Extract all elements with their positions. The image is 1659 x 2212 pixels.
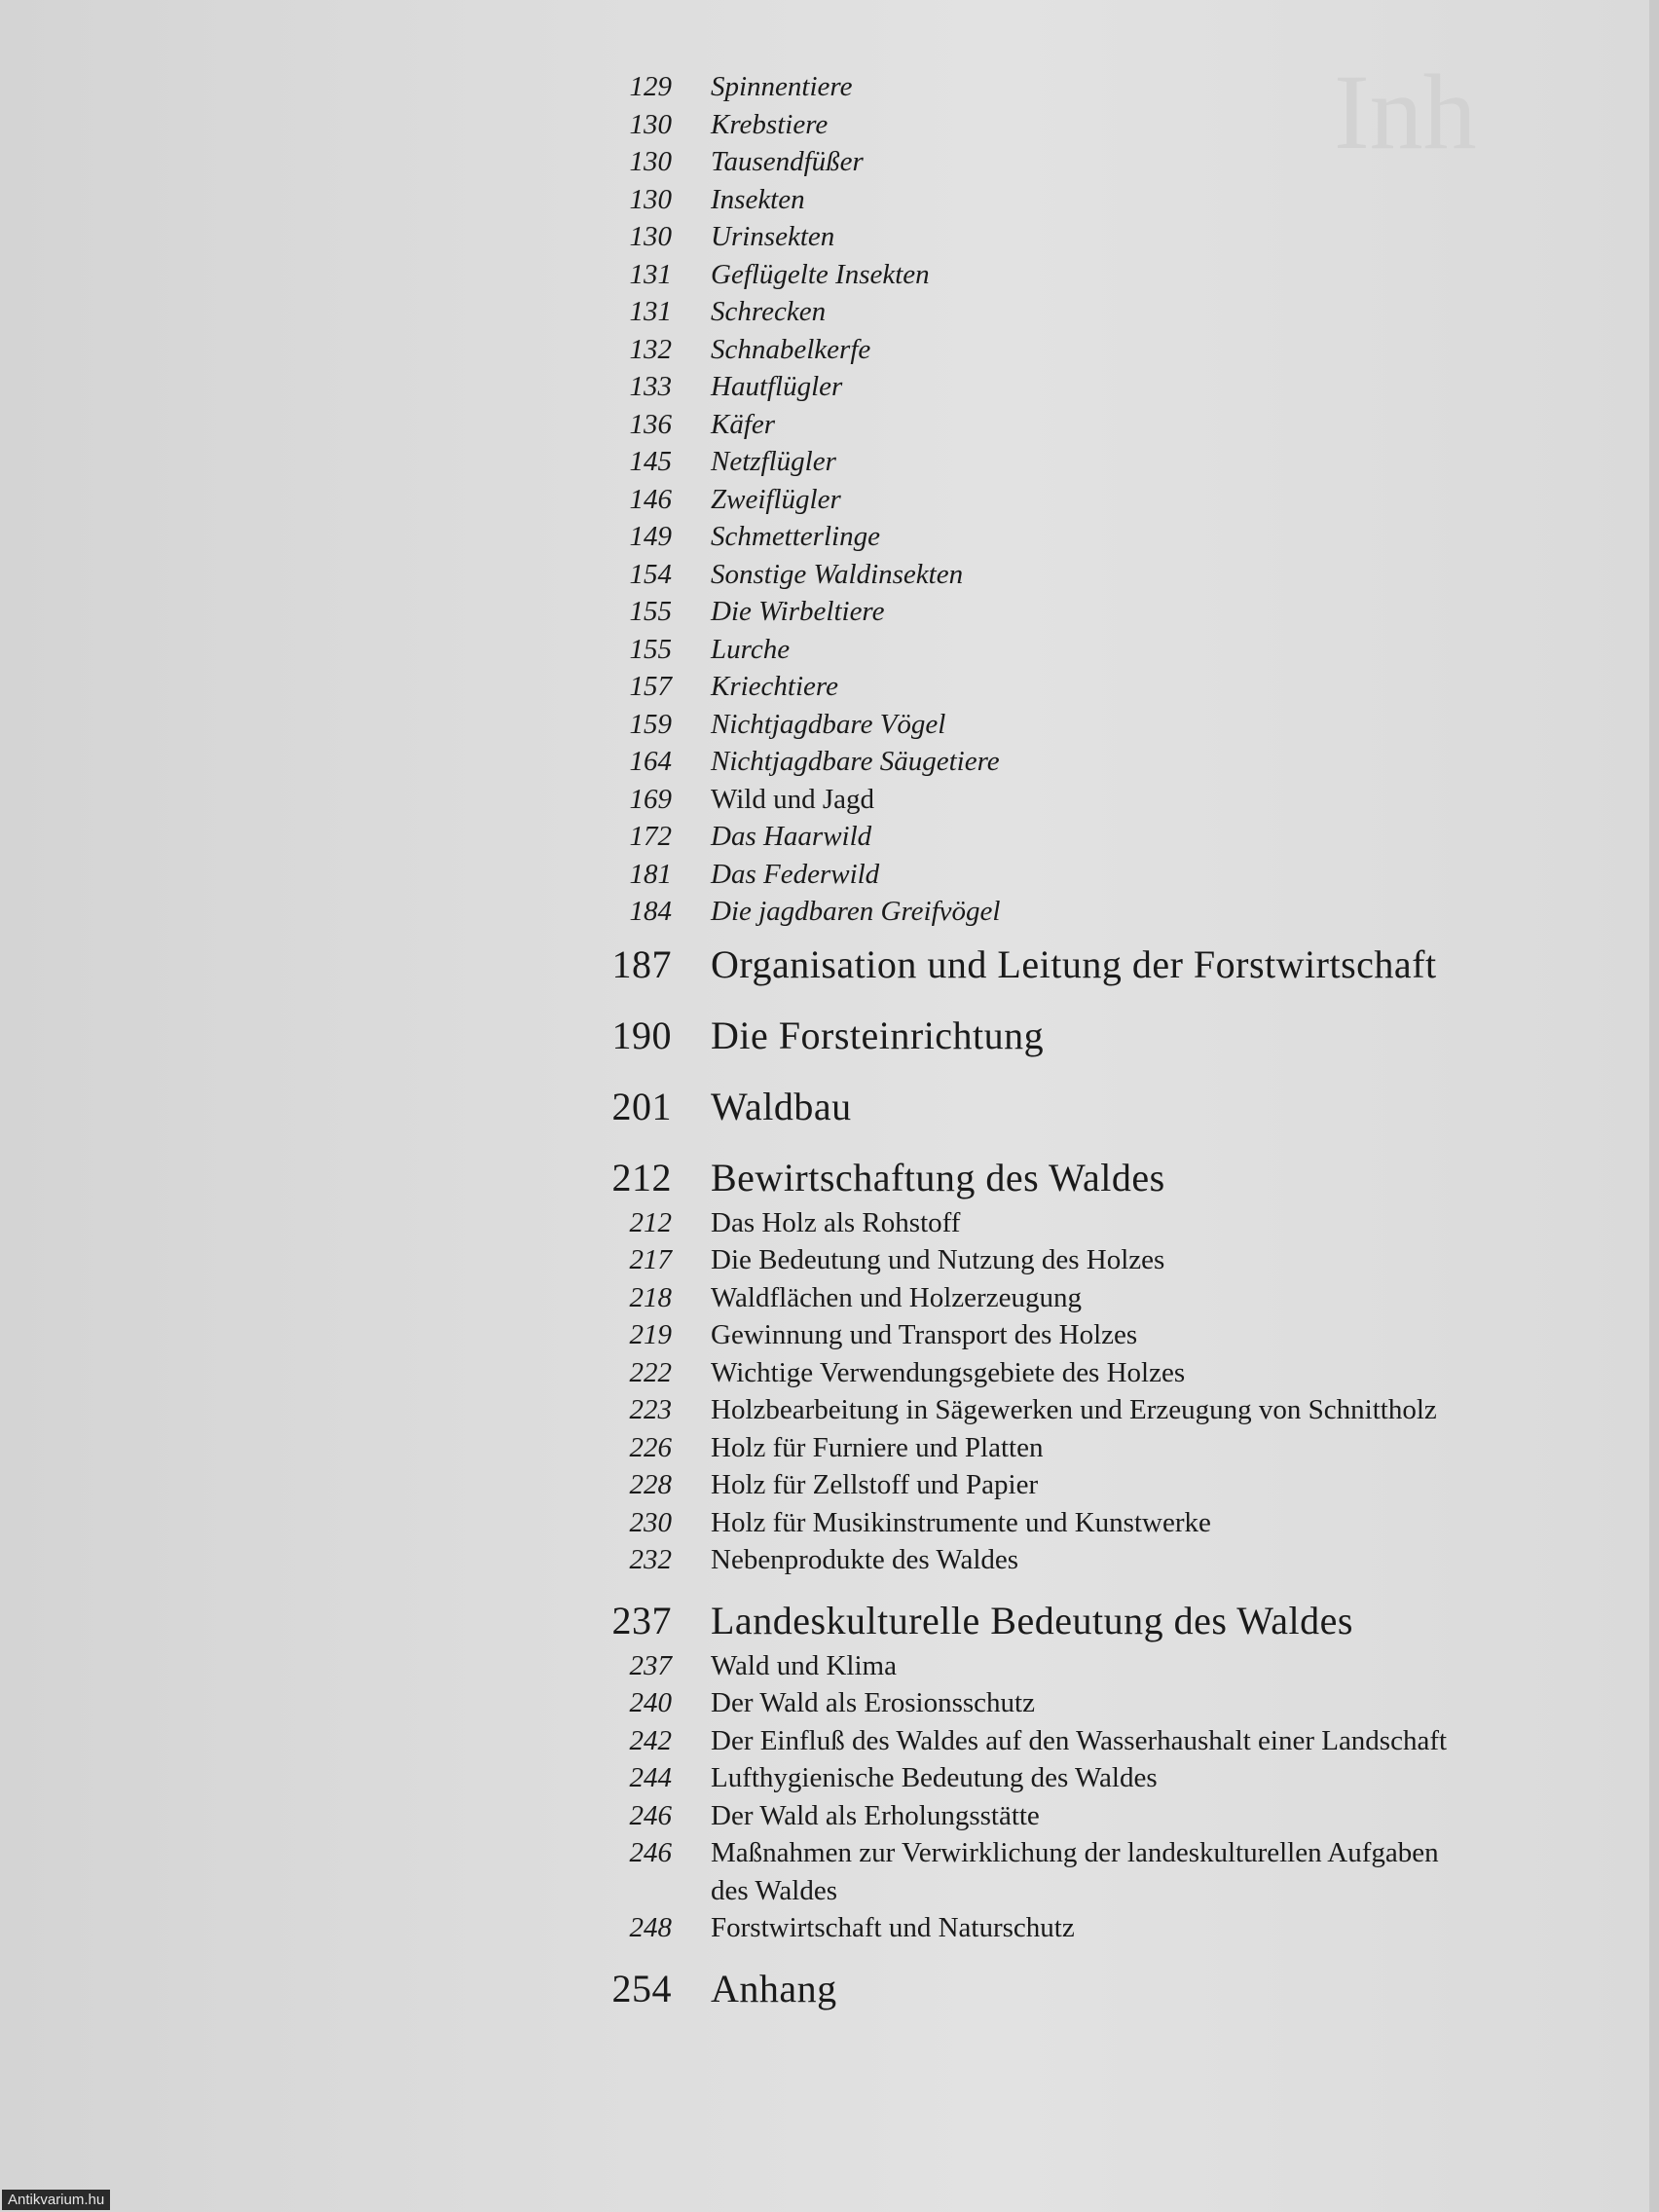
watermark: Antikvarium.hu [2,2190,110,2210]
page-number: 232 [629,1544,672,1575]
entry-title: Tausendfüßer [711,146,864,177]
entry-title: Wild und Jagd [711,783,874,815]
page-number: 136 [629,408,672,440]
entry-title: Nichtjagdbare Vögel [711,708,946,740]
section-heading [574,1597,1626,1645]
page-number: 228 [629,1469,672,1500]
page-number: 172 [629,821,672,852]
page-number: 130 [629,108,672,140]
toc-entry [574,556,1626,594]
page-number: 237 [611,1598,672,1642]
entry-title: Wald und Klima [711,1649,897,1681]
entry-title: Holzbearbeitung in Sägewerken und Erzeugung von Schnittholz [711,1394,1437,1425]
entry-title: Wichtige Verwendungsgebiete des Holzes [711,1356,1186,1388]
page-number: 133 [629,371,672,402]
entry-title: Maßnahmen zur Verwirklichung der landeskulturellen Aufgaben [711,1837,1439,1868]
toc-entry [574,668,1626,706]
entry-title: Das Federwild [711,858,880,890]
toc-entry [574,218,1626,256]
page-number: 130 [629,183,672,215]
entry-title: Die jagdbaren Greifvögel [711,896,1001,927]
section-heading [574,1083,1626,1131]
section-heading [574,1965,1626,2013]
entry-title: Gewinnung und Transport des Holzes [711,1319,1138,1350]
entry-title: Urinsekten [711,221,835,252]
entry-title: Holz für Zellstoff und Papier [711,1469,1039,1500]
entry-title: Insekten [711,183,805,215]
toc-entry [574,68,1626,106]
toc-entry [574,893,1626,931]
toc-entry [574,406,1626,444]
entry-title: Der Einfluß des Waldes auf den Wasserhaushalt einer Landschaft [711,1724,1448,1756]
page-number: 184 [629,896,672,927]
entry-title: Krebstiere [711,108,829,140]
entry-title: Bewirtschaftung des Waldes [711,1155,1165,1199]
page-number: 212 [611,1155,672,1199]
entry-title: Schmetterlinge [711,521,880,552]
entry-title: Holz für Furniere und Platten [711,1431,1044,1463]
page-number: 246 [629,1799,672,1831]
page-number: 226 [629,1431,672,1463]
entry-title: Die Bedeutung und Nutzung des Holzes [711,1244,1165,1275]
entry-title: Der Wald als Erholungsstätte [711,1799,1040,1831]
page-edge [1649,0,1659,2212]
page-number: 254 [611,1966,672,2010]
page-number: 154 [629,558,672,590]
page-number: 244 [629,1762,672,1793]
page-number: 230 [629,1506,672,1538]
entry-title: Die Wirbeltiere [711,596,885,627]
section-heading [574,1154,1626,1202]
entry-title: Schnabelkerfe [711,333,871,365]
entry-title: Holz für Musikinstrumente und Kunstwerke [711,1506,1211,1538]
entry-title: Das Haarwild [711,821,872,852]
page-number: 149 [629,521,672,552]
page-number: 246 [629,1837,672,1868]
entry-title: Lufthygienische Bedeutung des Waldes [711,1762,1158,1793]
page-number: 187 [611,941,672,986]
page-number: 130 [629,146,672,177]
toc-entry [574,481,1626,519]
entry-title: Käfer [711,408,776,440]
entry-title: Schrecken [711,296,827,327]
toc-entry [574,256,1626,294]
page-number: 130 [629,221,672,252]
entry-title: Die Forsteinrichtung [711,1013,1045,1057]
entry-title: Nebenprodukte des Waldes [711,1544,1019,1575]
page-number: 190 [611,1013,672,1057]
page-number: 212 [629,1206,672,1238]
page-number: 145 [629,446,672,477]
section-heading [574,1012,1626,1060]
page-number: 217 [629,1244,672,1275]
entry-title: Zweiflügler [711,483,841,515]
entry-title: Das Holz als Rohstoff [711,1206,961,1238]
entry-title-continuation: des Waldes [711,1874,838,1906]
section-heading [574,940,1626,989]
toc-entry [574,781,1626,819]
entry-title: Kriechtiere [711,671,838,702]
page-number: 155 [629,596,672,627]
toc-entry [574,143,1626,181]
page-number: 146 [629,483,672,515]
toc-entry [574,331,1626,369]
toc-entry [574,856,1626,894]
page-number: 240 [629,1687,672,1718]
toc-entry [574,818,1626,856]
page-number: 242 [629,1724,672,1756]
page-number: 131 [629,258,672,290]
entry-title: Waldbau [711,1084,852,1128]
page-number: 181 [629,858,672,890]
page-number: 218 [629,1281,672,1313]
entry-title: Sonstige Waldinsekten [711,558,964,590]
entry-title: Anhang [711,1966,837,2010]
entry-title: Netzflügler [711,446,836,477]
page-number: 132 [629,333,672,365]
toc-entry [574,706,1626,744]
toc-entry [574,106,1626,144]
page-number: 222 [629,1356,672,1388]
entry-title: Forstwirtschaft und Naturschutz [711,1912,1075,1943]
page-number: 169 [629,783,672,815]
toc-entry [574,631,1626,669]
entry-title: Lurche [711,633,791,665]
entry-title: Der Wald als Erosionsschutz [711,1687,1035,1718]
toc-entry [574,593,1626,631]
entry-title: Geflügelte Insekten [711,258,930,290]
toc-entry [574,443,1626,481]
page-number: 129 [629,71,672,102]
toc-entry [574,293,1626,331]
facing-page-bleed: Inh [1334,58,1477,166]
entry-title: Landeskulturelle Bedeutung des Waldes [711,1598,1353,1642]
entry-title: Spinnentiere [711,71,853,102]
page-number: 164 [629,746,672,777]
entry-title: Hautflügler [711,371,843,402]
page-number: 248 [629,1912,672,1943]
page-number: 219 [629,1319,672,1350]
page-number: 131 [629,296,672,327]
entry-title: Nichtjagdbare Säugetiere [711,746,1000,777]
page-number: 159 [629,708,672,740]
toc-entry [574,368,1626,406]
page-number: 201 [611,1084,672,1128]
page-number: 237 [629,1649,672,1681]
page-number: 155 [629,633,672,665]
toc-entry [574,181,1626,219]
page-number: 223 [629,1394,672,1425]
entry-title: Waldflächen und Holzerzeugung [711,1281,1082,1313]
toc-entry [574,518,1626,556]
toc-entry [574,743,1626,781]
entry-title: Organisation und Leitung der Forstwirtschaft [711,941,1437,986]
page-number: 157 [629,671,672,702]
